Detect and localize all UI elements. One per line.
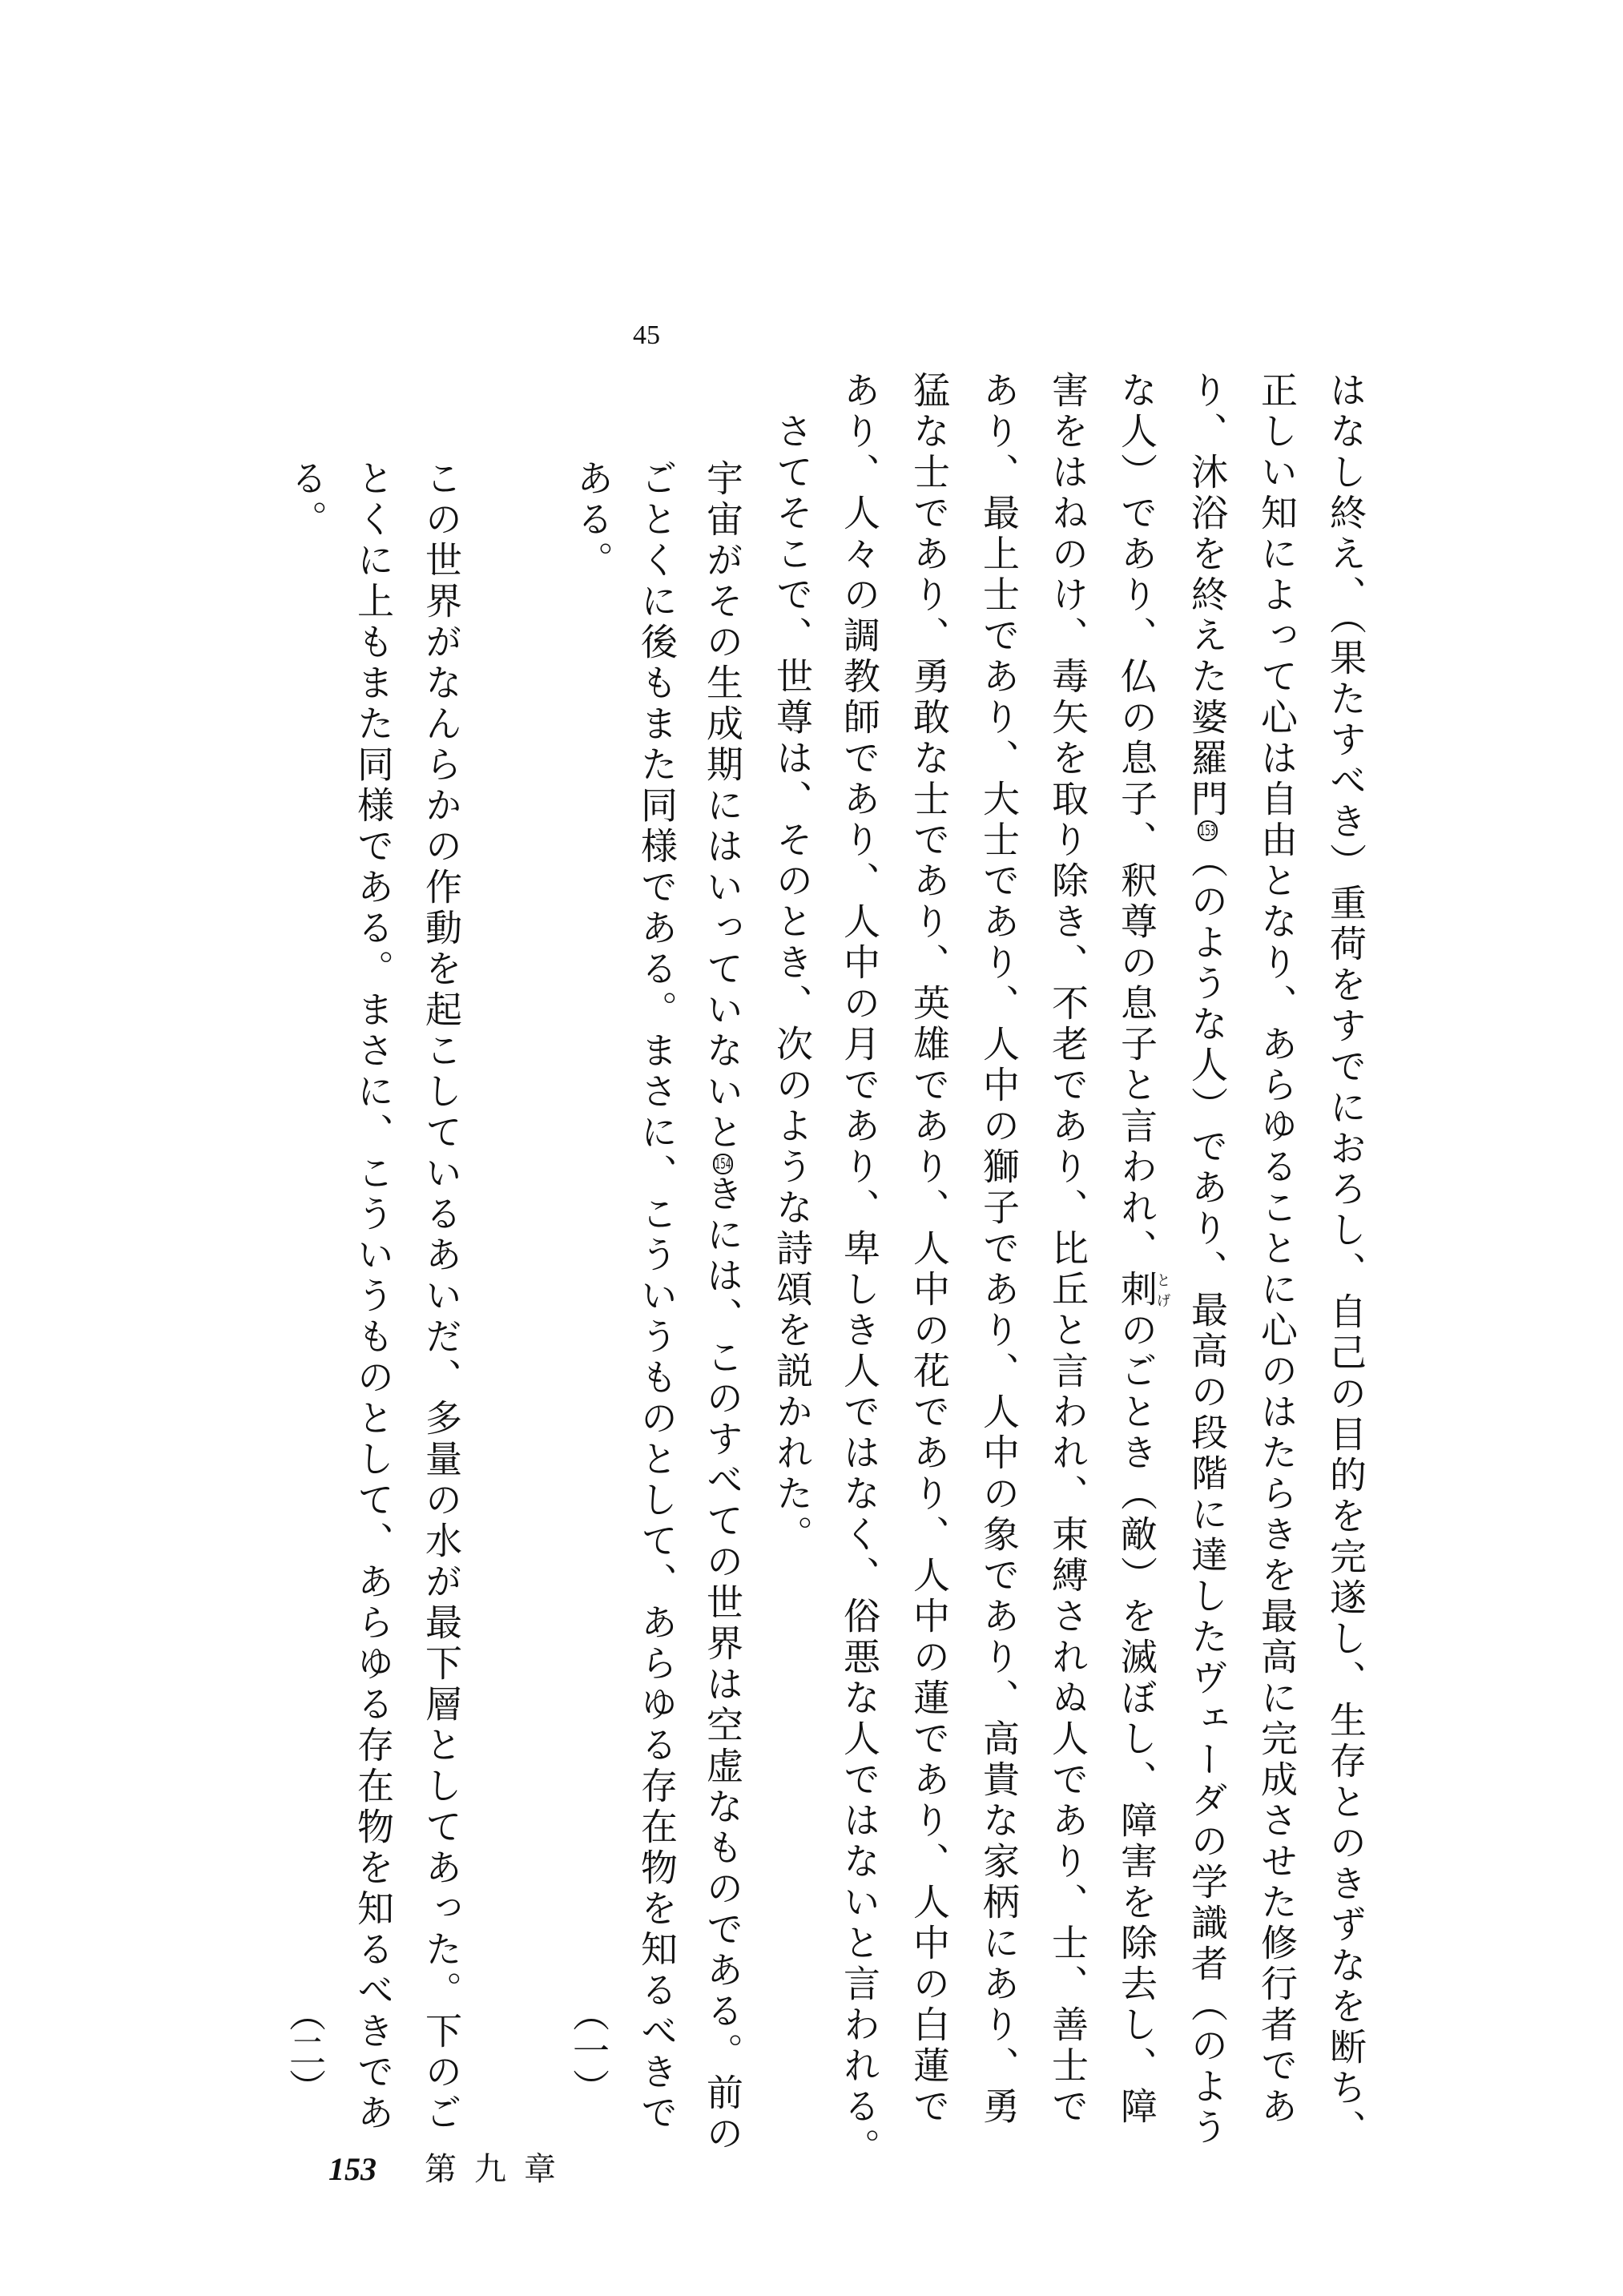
text-column: [1245, 371, 1309, 2128]
page-footer: [328, 2144, 574, 2189]
text-run: る。: [285, 459, 328, 541]
text-column: [828, 371, 892, 2169]
text-run: あり、最上士であり、大士であり、人中の獅子であり、人中の象であり、高貴な家柄にあり、勇: [977, 371, 1021, 2128]
footnote-marker[interactable]: 154: [713, 1154, 733, 1174]
text-run: ある。: [571, 459, 614, 582]
footnote-marker[interactable]: 153: [1198, 820, 1218, 841]
text-run: のごとき（敵）を滅ぼし、障害を除去し、障: [1115, 1311, 1158, 2128]
text-run: な人）であり、仏の息子、釈尊の息子と言われ、: [1115, 371, 1158, 1270]
text-run: 猛な士であり、勇敢な士であり、英雄であり、人中の花であり、人中の蓮であり、人中の白蓮で: [908, 371, 951, 2128]
verse-number-2: （二）: [284, 1995, 327, 2105]
text-column: [409, 371, 473, 2205]
text-column: [760, 371, 824, 2158]
text-run: きには、このすべての世界は空虚なものである。前の: [701, 1174, 744, 2155]
text-run: （のような人）であり、最高の段階に達したヴェーダの学識者（のよう: [1186, 841, 1229, 2149]
chapter-title: 第九章: [425, 2151, 574, 2188]
ruby-reading: とげ: [1154, 1270, 1171, 1311]
text-column: [897, 371, 961, 2128]
text-run: さてそこで、世尊は、そのとき、次のような詩頌を説かれた。: [771, 412, 814, 1556]
text-run: あり、人々の調教師であり、人中の月であり、卑しき人ではなく、俗悪な人ではないと言われる。: [838, 371, 881, 2169]
folio-number: 153: [328, 2151, 377, 2187]
text-run: り、沐浴を終えた婆羅門: [1186, 371, 1229, 820]
verse-number-1: （一）: [567, 1995, 610, 2105]
text-run: 正しい知によって心は自由となり、あらゆることに心のはたらきを最高に完成させた修行者であ: [1255, 371, 1299, 2128]
page-number: 45: [633, 320, 660, 350]
text-run: とくに上もまた同様である。まさに、こういうものとして、あらゆる存在物を知るべきであ: [352, 459, 395, 2134]
ruby-annotation: [1115, 1270, 1171, 1311]
text-column: [691, 371, 755, 2205]
text-run: この世界がなんらかの作動を起こしているあいだ、多量の水が最下層としてあった。下のご: [420, 459, 463, 2134]
text-column: [1105, 371, 1171, 2128]
text-run: ごとくに後もまた同様である。まさに、こういうものとして、あらゆる存在物を知るべきで: [635, 459, 679, 2134]
text-run: はなし終え、（果たすべき）重荷をすでにおろし、自己の目的を完遂し、生存とのきずなを断ち、: [1324, 371, 1367, 2150]
text-column: [341, 371, 405, 2205]
text-column: [1036, 371, 1100, 2128]
text-column: [275, 371, 339, 2205]
ruby-base: 刺: [1115, 1270, 1158, 1311]
text-run: 宇宙がその生成期にはいっていないと: [701, 459, 744, 1154]
text-column: [561, 371, 625, 2205]
text-column: [625, 371, 689, 2205]
text-column: [967, 371, 1031, 2128]
text-column: [1314, 371, 1378, 2150]
text-run: 害をはねのけ、毒矢を取り除き、不老であり、比丘と言われ、束縛されぬ人であり、士、善士で: [1046, 371, 1089, 2128]
text-column: [1175, 371, 1239, 2149]
